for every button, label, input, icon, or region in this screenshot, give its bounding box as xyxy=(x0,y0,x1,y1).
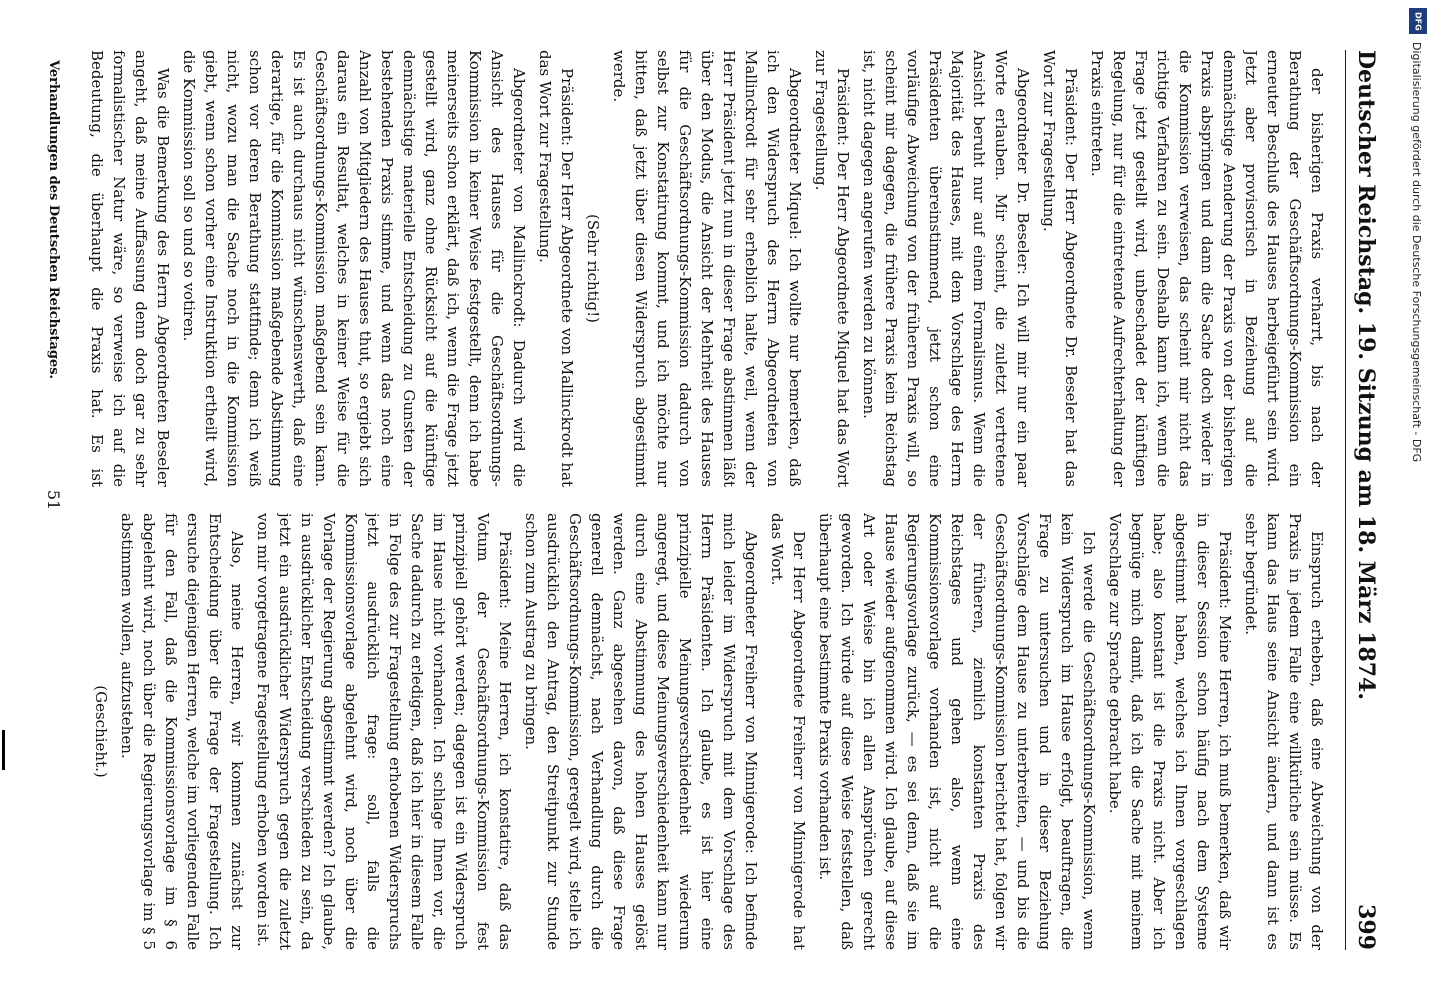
footer-source: Verhandlungen des Deutschen Reichstages. xyxy=(46,60,61,380)
paragraph: Also, meine Herren, wir kommen zunächst zur Entscheidung über die Frage der Fragestellung. Ich ersuche diejenigen Herren, welche im vorliegenden Falle für den Fall, daß die Kommissionsvorlage im § 6 abgelehnt wird, noch über die Regierungsvorlage im § 5 abstimmen wollen, aufzustehen. xyxy=(118,513,246,950)
interjection: (Geschieht.) xyxy=(92,685,110,778)
margin-mark xyxy=(2,730,13,770)
paragraph: Abgeordneter Freiherr von Minnigerode: Ich befinde mich leider im Widerspruch mit dem Vorschlage des Herrn Präsidenten. Ich glaube, es ist hier eine prinzipielle Meinungsverschiedenheit wiederum angeregt, und diese Meinungsverschiedenheit kann nur durch eine Abstimmung des hohen Hauses gelöst werden. Ganz abgesehen davon, daß diese Frage generell demnächst, nach Verhandlung durch die Geschäftsordnungs-Kommission, geregelt wird, stelle ich ausdrücklich den Antrag, den Streitpunkt zur Stunde schon zum Austrag zu bringen. xyxy=(522,513,760,950)
paragraph: Präsident: Meine Herren, ich konstatire, daß das Votum der Geschäftsordnungs-Kommission fest prinzipiell gehört werden; dagegen ist ein Widerspruch im Hause nicht vorhanden. Ich schlage Ihnen vor, die Sache dadurch zu erledigen, daß ich hier in diesem Falle in Folge des zur Fragestellung erhobenen Widerspruchs jetzt ausdrücklich frage: soll, falls die Kommissionsvorlage abgelehnt wird, noch über die Vorlage der Regierung abgestimmt werden? Ich glaube, in ausdrücklicher Entscheidung verschieden zu sein, da jetzt ein ausdrücklicher Widerspruch gegen die zuletzt von mir vorgetragene Fragestellung erhoben worden ist. xyxy=(254,513,514,950)
interjection: (Sehr richtig!) xyxy=(584,214,602,323)
dfg-logo-icon: DFG xyxy=(1409,8,1427,34)
running-head-title: Deutscher Reichstag. 19. Sitzung am 18. März 1874. xyxy=(1353,50,1379,701)
digitization-strip xyxy=(1406,8,1430,992)
paragraph: Präsident: Meine Herren, ich muß bemerken, daß wir in dieser Session schon häufig nach dem Systeme abgestimmt haben, welches ich Ihnen vorgeschlagen habe; also konstant ist die Praxis nicht. Aber ich begnüge mich damit, daß ich die Sache mit meinem Vorschlage zur Sprache gebracht habe. xyxy=(1106,513,1234,950)
signature-mark: 51 xyxy=(44,489,63,511)
paragraph: Der Herr Abgeordnete Freiherr von Minnigerode hat das Wort. xyxy=(768,513,808,950)
rotated-page xyxy=(26,20,1406,980)
paragraph: Abgeordneter von Mallinckrodt: Dadurch wird die Ansicht des Hauses für die Geschäftsordnungs-Kommission in keiner Weise festgestellt, denn ich habe meinerseits schon erklärt, daß ich, wenn die Frage jetzt gestellt wird, ganz ohne Rücksicht auf die künftige demnächstige materielle Entscheidung zu Gunsten der bestehenden Praxis stimme, und wenn das noch eine Anzahl von Mitgliedern des Hauses thut, so ergiebt sich daraus ein Resultat, welches in keiner Weise für die Geschäftsordnungs-Kommission maßgebend sein kann. Es ist auch durchaus nicht wünschenswerth, daß eine derartige, für die Kommission maßgebende Abstimmung schon vor deren Berathung stattfinde; denn ich weiß nicht, wozu man die Sache noch in die Kommission giebt, wenn schon vorher eine Instruktion ertheilt wird, die Kommission soll so und so votiren. xyxy=(180,50,528,487)
paragraph: der bisherigen Praxis verharrt, bis nach der Berathung der Geschäftsordnungs-Kommission ein erneuter Beschluß des Hauses herbeigeführt sein wird. Jetzt aber provisorisch in Beziehung auf die demnächstige Aenderung der Praxis von der bisherigen Praxis abspringen und dann die Sache doch wieder in die Kommission verweisen, das scheint mir nicht das richtige Verfahren zu sein. Deshalb kann ich, wenn die Frage jetzt gestellt wird, unbeschadet der künftigen Regelung, nur für die eintretende Aufrechterhaltung der Praxis eintreten. xyxy=(1088,50,1326,487)
paragraph: Einspruch erheben, daß eine Abweichung von der Praxis in jedem Falle eine willkürliche sein müsse. Es kann das Haus seine Ansicht ändern, und dann ist es sehr begründet. xyxy=(1242,513,1326,950)
digitization-credit: Digitalisierung gefördert durch die Deutsche Forschungsgemeinschaft - DFG xyxy=(1410,42,1423,463)
column-right xyxy=(86,513,1328,950)
text-columns xyxy=(86,50,1328,950)
paragraph: Abgeordneter Dr. Beseler: Ich will mir nur ein paar Worte erlauben. Mir scheint, die zuletzt vertretene Ansicht beruht nur auf einem Formalismus. Wenn die Majorität des Hauses, mit dem Vorschlage des Herrn Präsidenten übereinstimmend, jetzt schon eine vorläufige Abweichung von der früheren Praxis will, so scheint mir dagegen, die frühere Praxis kein Reichstag ist, nicht dagegen angerufen werden zu können. xyxy=(860,50,1032,487)
paragraph: Präsident: Der Herr Abgeordnete Dr. Beseler hat das Wort zur Fragestellung. xyxy=(1040,50,1080,487)
paragraph: Ich werde die Geschäftsordnungs-Kommission, wenn kein Widerspruch im Hause erfolgt, beauftragen, die Frage zu untersuchen und in dieser Beziehung Vorschläge dem Hause zu unterbreiten, — und bis die Geschäftsordnungs-Kommission berichtet hat, folgen wir der früheren, ziemlich konstanten Praxis des Reichstages und gehen also, wenn eine Kommissionsvorlage vorhanden ist, nicht auf die Regierungsvorlage zurück, — es sei denn, daß sie im Hause wieder aufgenommen wird. Ich glaube, auf diese Art oder Weise bin ich allen Ansprüchen gerecht geworden. Ich würde auf diese Weise feststellen, daß überhaupt eine bestimmte Praxis vorhanden ist. xyxy=(816,513,1098,950)
running-head xyxy=(1345,50,1386,950)
paragraph: Was die Bemerkung des Herrn Abgeordneten Beseler angeht, daß meine Auffassung denn doch gar zu sehr formalistischer Natur wäre, so verweise ich auf die Bedeutung, die überhaupt die Praxis hat. Es ist xyxy=(88,50,172,487)
column-left xyxy=(86,50,1328,487)
paragraph: Präsident: Der Herr Abgeordnete von Mallinckrodt hat das Wort zur Fragestellung. xyxy=(536,50,576,487)
paragraph: Abgeordneter Miquel: Ich wollte nur bemerken, daß ich den Widerspruch des Herrn Abgeordneten von Mallinckrodt für sehr erheblich halte, weil, wenn der Herr Präsident jetzt nun in dieser Frage abstimmen läßt über den Modus, die Ansicht der Mehrheit des Hauses für die Geschäftsordnungs-Kommission dadurch von selbst zur Konstatirung kommt, und ich möchte nur bitten, daß jetzt über diesen Widerspruch abgestimmt werde. xyxy=(610,50,804,487)
page-number: 399 xyxy=(1353,904,1379,950)
paragraph: Präsident: Der Herr Abgeordnete Miquel hat das Wort zur Fragestellung. xyxy=(812,50,852,487)
